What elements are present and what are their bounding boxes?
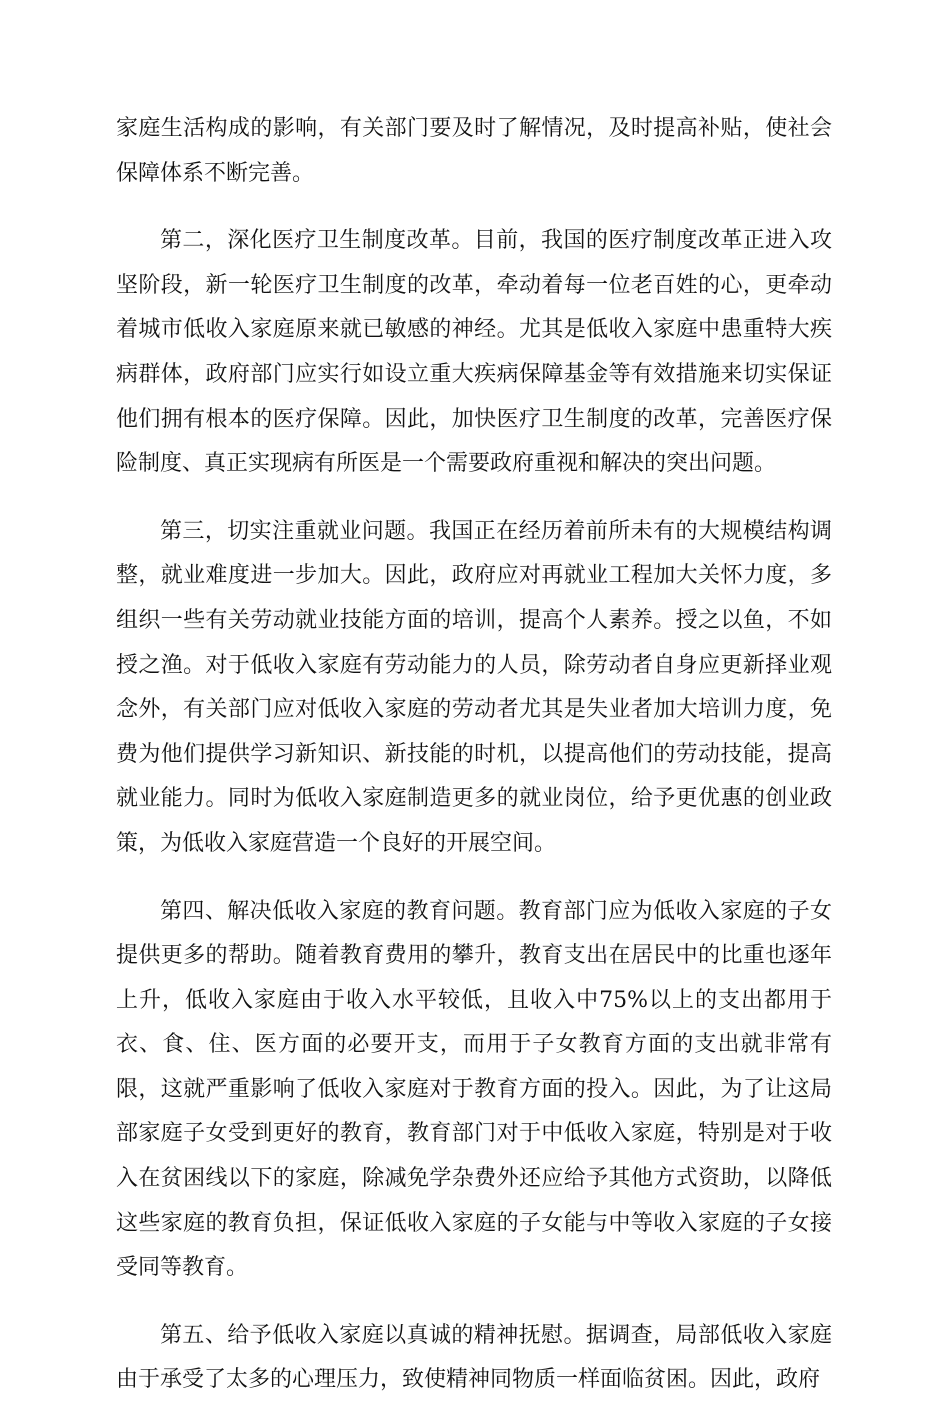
paragraph-education: 第四、解决低收入家庭的教育问题。教育部门应为低收入家庭的子女提供更多的帮助。随着教育费用的攀升，教育支出在居民中的比重也逐年上升，低收入家庭由于收入水平较低，且收入中75%以上的支出都用于衣、食、住、医方面的必要开支，而用于子女教育方面的支出就非常有限，这就严重影响了低收入家庭对于教育方面的投入。因此，为了让这局部家庭子女受到更好的教育，教育部门对于中低收入家庭，特别是对于收入在贫困线以下的家庭，除减免学杂费外还应给予其他方式资助，以降低这些家庭的教育负担，保证低收入家庭的子女能与中等收入家庭的子女接受同等教育。 bbox=[116, 898, 832, 1281]
paragraph-spiritual-comfort: 第五、给予低收入家庭以真诚的精神抚慰。据调查，局部低收入家庭由于承受了太多的心理压力，致使精神同物质一样面临贫困。因此，政府 bbox=[116, 1322, 832, 1393]
paragraph-employment: 第三，切实注重就业问题。我国正在经历着前所未有的大规模结构调整，就业难度进一步加大。因此，政府应对再就业工程加大关怀力度，多组织一些有关劳动就业技能方面的培训，提高个人素养。授之以鱼，不如授之渔。对于低收入家庭有劳动能力的人员，除劳动者自身应更新择业观念外，有关部门应对低收入家庭的劳动者尤其是失业者加大培训力度，免费为他们提供学习新知识、新技能的时机，以提高他们的劳动技能，提高就业能力。同时为低收入家庭制造更多的就业岗位，给予更优惠的创业政策，为低收入家庭营造一个良好的开展空间。 bbox=[116, 518, 832, 856]
paragraph-continued: 家庭生活构成的影响，有关部门要及时了解情况，及时提高补贴，使社会保障体系不断完善。 bbox=[116, 116, 832, 186]
document-body bbox=[116, 107, 832, 1426]
paragraph-medical-reform: 第二，深化医疗卫生制度改革。目前，我国的医疗制度改革正进入攻坚阶段，新一轮医疗卫生制度的改革，牵动着每一位老百姓的心，更牵动着城市低收入家庭原来就已敏感的神经。尤其是低收入家庭中患重特大疾病群体，政府部门应实行如设立重大疾病保障基金等有效措施来切实保证他们拥有根本的医疗保障。因此，加快医疗卫生制度的改革，完善医疗保险制度、真正实现病有所医是一个需要政府重视和解决的突出问题。 bbox=[116, 228, 832, 477]
